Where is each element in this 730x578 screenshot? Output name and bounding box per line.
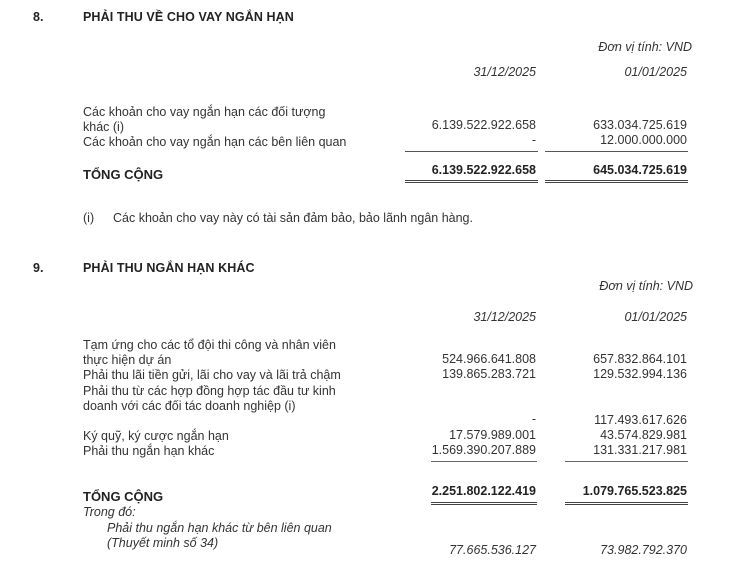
subtotal-rule [545,151,688,152]
total-value-current: 6.139.522.922.658 [431,163,536,177]
row-value-current: 17.579.989.001 [449,428,536,442]
column-header-prior: 01/01/2025 [624,65,687,79]
row-value-prior: 131.331.217.981 [593,443,687,457]
row-value-current: 1.569.390.207.889 [431,443,536,457]
row-label-cont: thực hiện dự án [83,353,172,367]
total-value-prior: 645.034.725.619 [593,163,687,177]
total-double-rule [545,180,688,183]
row-label: Tạm ứng cho các tổ đội thi công và nhân viên [83,338,336,352]
unit-label: Đơn vị tính: VND [598,40,692,54]
row-value-prior: 43.574.829.981 [600,428,687,442]
row-label: Ký quỹ, ký cược ngắn hạn [83,429,229,443]
subtotal-rule [565,461,688,462]
of-which-value-current: 77.665.536.127 [449,543,536,557]
row-label: Các khoản cho vay ngắn hạn các bên liên quan [83,135,347,149]
row-value-current: 524.966.641.808 [442,352,536,366]
row-label: Phải thu ngắn hạn khác [83,444,215,458]
section-title: PHẢI THU VỀ CHO VAY NGẮN HẠN [83,10,294,24]
section-title: PHẢI THU NGẮN HẠN KHÁC [83,261,255,275]
row-value-prior: 657.832.864.101 [593,352,687,366]
total-double-rule [405,180,538,183]
unit-label: Đơn vị tính: VND [599,279,693,293]
of-which-label: Trong đó: [83,505,136,519]
column-header-current: 31/12/2025 [473,310,536,324]
total-label: TỔNG CỘNG [83,167,164,182]
column-header-prior: 01/01/2025 [624,310,687,324]
footnote-marker: (i) [83,211,95,225]
of-which-value-prior: 73.982.792.370 [600,543,687,557]
row-value-current: - [531,412,536,426]
row-value-prior: 117.493.617.626 [594,413,687,427]
subtotal-rule [405,151,538,152]
row-label: Phải thu lãi tiền gửi, lãi cho vay và lãi trả chậm [83,368,341,382]
row-label: Các khoản cho vay ngắn hạn các đối tượng [83,105,326,119]
row-value-prior: 129.532.994.136 [593,367,687,381]
row-label-cont: doanh với các đối tác doanh nghiệp (i) [83,399,296,413]
subtotal-rule [431,461,537,462]
total-double-rule [431,502,537,505]
row-label-cont: khác (i) [83,120,124,134]
row-value-current: 139.865.283.721 [442,367,536,381]
total-value-prior: 1.079.765.523.825 [582,484,687,498]
row-value-current: 6.139.522.922.658 [431,118,536,132]
section-number: 9. [33,261,44,275]
footnote-text: Các khoản cho vay này có tài sản đảm bảo, bảo lãnh ngân hàng. [113,211,473,225]
row-value-prior: 633.034.725.619 [593,118,687,132]
row-value-prior: 12.000.000.000 [600,133,687,147]
total-double-rule [565,502,688,505]
of-which-item-cont: (Thuyết minh số 34) [107,536,219,550]
row-value-current: - [531,133,536,147]
of-which-item: Phải thu ngắn hạn khác từ bên liên quan [107,521,332,535]
column-header-current: 31/12/2025 [473,65,536,79]
row-label: Phải thu từ các hợp đồng hợp tác đầu tư kinh [83,384,336,398]
total-label: TỔNG CỘNG [83,489,164,504]
section-number: 8. [33,10,44,24]
total-value-current: 2.251.802.122.419 [431,484,536,498]
